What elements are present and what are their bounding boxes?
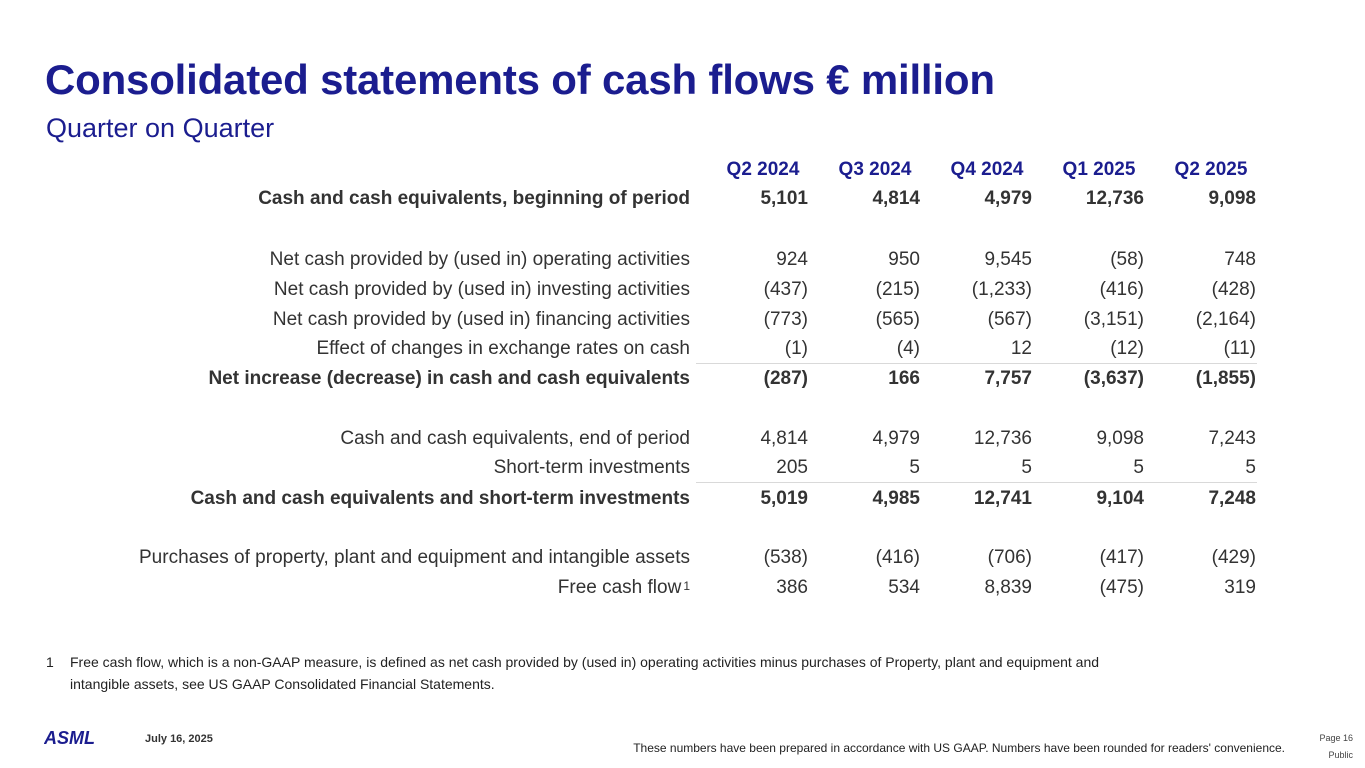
table-cell: (429) — [1211, 547, 1256, 568]
row-label: Net cash provided by (used in) financing activities — [272, 309, 690, 330]
table-row — [0, 366, 1365, 392]
table-cell: (1,233) — [971, 279, 1032, 300]
logo-text: ASML — [44, 729, 95, 747]
table-cell: 319 — [1224, 577, 1256, 598]
row-label: Cash and cash equivalents, beginning of period — [258, 188, 690, 209]
table-row — [0, 545, 1365, 571]
table-cell: (4) — [896, 338, 920, 359]
table-cell: 534 — [888, 577, 920, 598]
column-header: Q2 2024 — [726, 159, 800, 180]
row-label: Net increase (decrease) in cash and cash equivalents — [208, 368, 690, 389]
page-number: Page 16 — [1319, 733, 1353, 743]
table-row — [0, 186, 1365, 212]
column-header: Q3 2024 — [838, 159, 912, 180]
table-cell: 9,545 — [984, 249, 1032, 270]
column-header: Q1 2025 — [1062, 159, 1136, 180]
table-cell: (538) — [763, 547, 808, 568]
footnote — [46, 651, 1246, 695]
table-cell: (11) — [1223, 338, 1256, 359]
row-label: Net cash provided by (used in) operating activities — [269, 249, 690, 270]
row-label: Net cash provided by (used in) investing activities — [273, 279, 690, 300]
table-cell: (215) — [875, 279, 920, 300]
row-label: Purchases of property, plant and equipment and intangible assets — [139, 547, 690, 568]
table-cell: 4,979 — [872, 428, 920, 449]
table-cell: 8,839 — [984, 577, 1032, 598]
table-cell: (1) — [784, 338, 808, 359]
table-cell: 950 — [888, 249, 920, 270]
table-row — [0, 277, 1365, 303]
table-cell: (417) — [1099, 547, 1144, 568]
table-cell: 4,985 — [872, 488, 920, 509]
table-cell: (58) — [1110, 249, 1144, 270]
table-cell: (437) — [763, 279, 808, 300]
table-row — [0, 575, 1365, 601]
row-label: Short-term investments — [493, 457, 690, 478]
subtotal-divider — [696, 482, 1257, 483]
column-header: Q2 2025 — [1174, 159, 1248, 180]
page-subtitle: Quarter on Quarter — [46, 113, 275, 143]
classification-label: Public — [1328, 750, 1353, 760]
table-cell: 924 — [776, 249, 808, 270]
table-cell: 4,979 — [984, 188, 1032, 209]
table-cell: 166 — [888, 368, 920, 389]
row-label: Cash and cash equivalents, end of period — [340, 428, 690, 449]
table-cell: 4,814 — [760, 428, 808, 449]
footer-disclaimer: These numbers have been prepared in accordance with US GAAP. Numbers have been rounded for readers' convenience. — [633, 741, 1285, 755]
table-cell: (416) — [875, 547, 920, 568]
table-header — [0, 157, 1365, 183]
table-row — [0, 486, 1365, 512]
table-cell: (287) — [763, 368, 808, 389]
table-cell: 205 — [776, 457, 808, 478]
table-cell: 12 — [1010, 338, 1032, 359]
table-cell: (12) — [1110, 338, 1144, 359]
table-cell: (475) — [1099, 577, 1144, 598]
footnote-text-2: intangible assets, see US GAAP Consolidated Financial Statements. — [70, 676, 495, 692]
table-row — [0, 336, 1365, 362]
table-row — [0, 426, 1365, 452]
table-cell: 12,741 — [973, 488, 1032, 509]
page-title: Consolidated statements of cash flows € million — [45, 56, 995, 103]
row-label-free-cash-flow — [558, 575, 690, 601]
table-row — [0, 247, 1365, 273]
table-cell: 12,736 — [973, 428, 1032, 449]
footnote-text-1: Free cash flow, which is a non-GAAP measure, is defined as net cash provided by (used in) operating activities minus purchases of Property, plant and equipment and — [70, 654, 1100, 670]
table-cell: (1,855) — [1195, 368, 1256, 389]
footer-date: July 16, 2025 — [145, 733, 213, 745]
table-row — [0, 455, 1365, 481]
footnote-line-1 — [46, 651, 1246, 673]
table-cell: (565) — [875, 309, 920, 330]
row-label: Cash and cash equivalents and short-term investments — [190, 488, 690, 509]
asml-logo — [44, 729, 106, 747]
table-cell: 7,243 — [1208, 428, 1256, 449]
table-cell: (3,637) — [1083, 368, 1144, 389]
table-cell: 5 — [1133, 457, 1144, 478]
table-cell: 4,814 — [872, 188, 920, 209]
table-cell: (567) — [987, 309, 1032, 330]
table-cell: 386 — [776, 577, 808, 598]
table-cell: (706) — [987, 547, 1032, 568]
table-cell: 9,098 — [1096, 428, 1144, 449]
table-cell: (428) — [1211, 279, 1256, 300]
table-cell: (773) — [763, 309, 808, 330]
table-cell: 12,736 — [1085, 188, 1144, 209]
table-cell: 5 — [1021, 457, 1032, 478]
table-cell: 5,019 — [760, 488, 808, 509]
subtotal-divider — [696, 363, 1257, 364]
footnote-number: 1 — [46, 654, 54, 670]
table-row — [0, 307, 1365, 333]
table-cell: 7,757 — [984, 368, 1032, 389]
row-label-text: Free cash flow — [557, 577, 682, 598]
table-cell: 7,248 — [1208, 488, 1256, 509]
table-cell: 5 — [1245, 457, 1256, 478]
table-cell: 5,101 — [760, 188, 808, 209]
table-cell: 5 — [909, 457, 920, 478]
table-cell: 9,104 — [1096, 488, 1144, 509]
row-label: Effect of changes in exchange rates on cash — [316, 338, 690, 359]
table-cell: (3,151) — [1083, 309, 1144, 330]
table-cell: (416) — [1099, 279, 1144, 300]
table-cell: 9,098 — [1208, 188, 1256, 209]
table-cell: 748 — [1224, 249, 1256, 270]
column-header: Q4 2024 — [950, 159, 1024, 180]
table-cell: (2,164) — [1195, 309, 1256, 330]
footnote-marker: 1 — [683, 579, 690, 593]
